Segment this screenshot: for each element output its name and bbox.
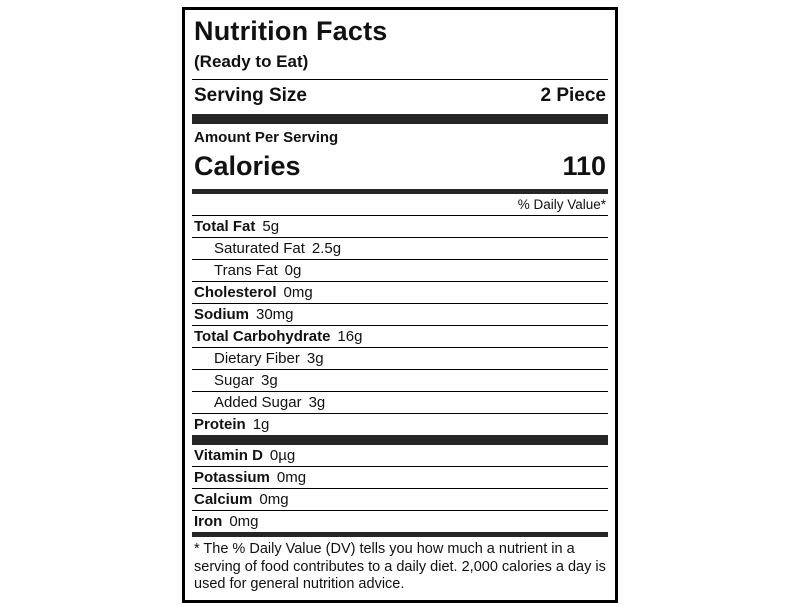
calories-value: 110 <box>562 151 606 181</box>
serving-size-label: Serving Size <box>194 85 307 106</box>
nutrition-facts-label <box>182 7 618 603</box>
thick-separator-bar <box>192 114 608 124</box>
calories-row <box>192 148 608 189</box>
nutrient-value: 0g <box>284 262 302 279</box>
nutrient-row-cholesterol <box>192 282 608 304</box>
nutrient-value: 0mg <box>283 284 313 301</box>
nutrient-value: 30mg <box>256 306 294 323</box>
nutrient-row-sugar <box>192 370 608 392</box>
daily-value-footnote: * The % Daily Value (DV) tells you how much a nutrient in a serving of food contributes to a daily diet. 2,000 calories a day is used for general nutrition advice. <box>194 541 606 592</box>
vitamin-value: 0mg <box>259 491 289 508</box>
label-title: Nutrition Facts <box>194 16 388 46</box>
amount-per-serving-label: Amount Per Serving <box>194 129 339 146</box>
vitamin-value: 0mg <box>229 513 259 530</box>
nutrient-row-protein <box>192 414 608 435</box>
serving-size-row <box>192 80 608 114</box>
nutrient-value: 16g <box>337 328 363 345</box>
nutrient-name: Total Fat <box>194 218 256 235</box>
vitamin-row-calcium <box>192 489 608 511</box>
serving-size-value: 2 Piece <box>540 85 606 106</box>
nutrient-row-trans-fat <box>192 260 608 282</box>
nutrient-value: 3g <box>306 350 324 367</box>
vitamin-row-iron <box>192 511 608 532</box>
vitamin-value: 0µg <box>269 447 296 464</box>
nutrient-name: Protein <box>194 416 246 433</box>
vitamin-name: Iron <box>194 513 223 530</box>
vitamin-row-vitamin-d <box>192 445 608 467</box>
nutrient-value: 2.5g <box>311 240 342 257</box>
vitamin-value: 0mg <box>276 469 307 486</box>
nutrient-row-dietary-fiber <box>192 348 608 370</box>
nutrient-row-added-sugar <box>192 392 608 414</box>
vitamin-name: Potassium <box>194 469 270 486</box>
nutrient-value: 5g <box>262 218 280 235</box>
nutrient-name: Total Carbohydrate <box>194 328 331 345</box>
nutrient-name: Added Sugar <box>214 394 302 411</box>
nutrient-name: Dietary Fiber <box>214 350 300 367</box>
calories-label: Calories <box>194 151 301 181</box>
thick-separator-bar <box>192 435 608 445</box>
nutrient-name: Sugar <box>214 372 255 389</box>
daily-value-header: % Daily Value* <box>192 194 608 216</box>
nutrient-value: 1g <box>252 416 270 433</box>
nutrient-name: Trans Fat <box>214 262 278 279</box>
nutrient-row-total-fat <box>192 216 608 238</box>
nutrient-value: 3g <box>308 394 326 411</box>
vitamin-row-potassium <box>192 467 608 489</box>
nutrient-name: Saturated Fat <box>214 240 305 257</box>
nutrient-row-total-carbohydrate <box>192 326 608 348</box>
nutrient-value: 3g <box>261 372 278 389</box>
nutrient-row-sodium <box>192 304 608 326</box>
nutrient-name: Sodium <box>194 306 249 323</box>
vitamin-name: Vitamin D <box>194 447 263 464</box>
label-subtitle: (Ready to Eat) <box>194 52 309 71</box>
nutrient-name: Cholesterol <box>194 284 277 301</box>
nutrient-row-saturated-fat <box>192 238 608 260</box>
vitamin-name: Calcium <box>194 491 253 508</box>
